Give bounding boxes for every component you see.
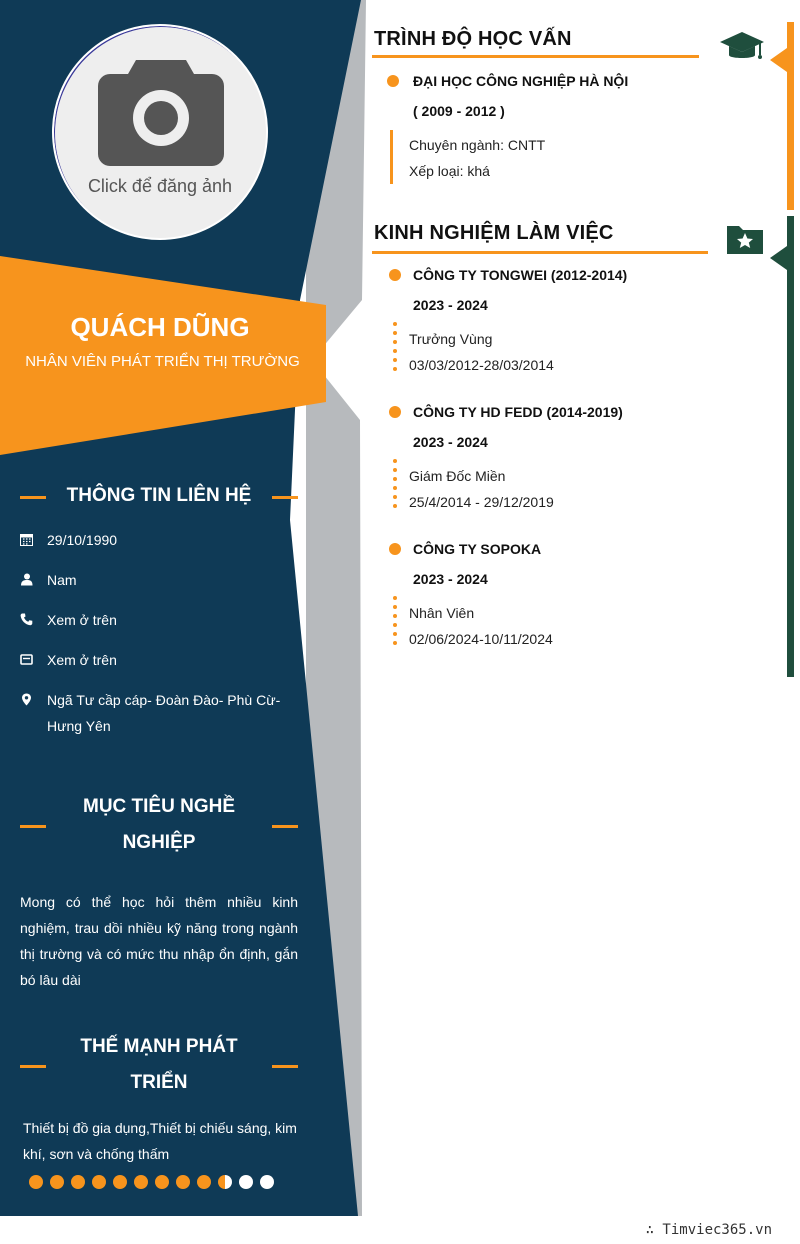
education-heading: TRÌNH ĐỘ HỌC VẤN — [374, 28, 572, 50]
strength-rating — [29, 1175, 274, 1189]
experience-side-bar — [770, 216, 794, 677]
job-bullet — [389, 269, 401, 281]
job-dates: 03/03/2012-28/03/2014 — [409, 357, 554, 373]
objective-text: Mong có thể học hỏi thêm nhiều kinh nghiệm, trau dồi nhiều kỹ năng trong ngành thị trường và có mức thu nhập ổn định, gắn bó lâu dài — [20, 894, 298, 988]
experience-rule — [372, 251, 708, 254]
job-bullet — [389, 406, 401, 418]
strengths-heading-line1: THẾ MẠNH PHÁT — [80, 1036, 238, 1057]
contact-address-text: Ngã Tư cầp cáp- Đoàn Đào- Phù Cừ- Hưng Yên — [47, 692, 281, 734]
job-dots — [393, 322, 397, 371]
heading-dash-left — [20, 1065, 46, 1068]
rating-dot — [260, 1175, 274, 1189]
job-dates: 02/06/2024-10/11/2024 — [409, 631, 553, 647]
objective-heading-line2: NGHIỆP — [122, 832, 196, 853]
job-period: 2023 - 2024 — [413, 297, 488, 313]
user-icon — [20, 567, 47, 593]
avatar-upload[interactable] — [52, 24, 268, 240]
job-company: CÔNG TY SOPOKA — [413, 541, 542, 557]
rating-dot — [113, 1175, 127, 1189]
calendar-icon — [20, 527, 47, 553]
contact-address — [20, 687, 290, 739]
job-period: 2023 - 2024 — [413, 571, 488, 587]
contact-email-text: Xem ở trên — [47, 652, 117, 668]
rating-dot — [71, 1175, 85, 1189]
contact-gender — [20, 567, 290, 593]
graduation-cap-icon — [719, 30, 765, 64]
phone-icon — [20, 607, 47, 633]
heading-dash-left — [20, 825, 46, 828]
strengths-text: Thiết bị đồ gia dụng,Thiết bị chiếu sáng, kim khí, sơn và chống thấm — [23, 1120, 297, 1162]
avatar-caption: Click để đăng ảnh — [87, 176, 233, 196]
rating-dot — [155, 1175, 169, 1189]
contact-birthday — [20, 527, 290, 553]
job-company: CÔNG TY HD FEDD (2014-2019) — [413, 404, 623, 420]
job-period: 2023 - 2024 — [413, 434, 488, 450]
folder-star-icon — [725, 222, 765, 256]
strengths-heading-text — [80, 1029, 237, 1101]
objective-heading — [20, 789, 298, 861]
rating-dot — [92, 1175, 106, 1189]
contact-heading — [20, 478, 298, 514]
candidate-position: NHÂN VIÊN PHÁT TRIỂN THỊ TRƯỜNG — [25, 353, 300, 370]
education-period: ( 2009 - 2012 ) — [413, 103, 505, 119]
rating-dot — [197, 1175, 211, 1189]
job-role: Nhân Viên — [409, 605, 475, 621]
contact-phone-text: Xem ở trên — [47, 612, 117, 628]
rating-dot — [239, 1175, 253, 1189]
email-icon — [20, 647, 47, 673]
candidate-name: QUÁCH DŨNG — [70, 312, 250, 342]
job-role: Giám Đốc Miền — [409, 468, 506, 484]
education-vbar — [390, 130, 393, 184]
rating-dot — [29, 1175, 43, 1189]
objective-heading-line1: MỤC TIÊU NGHỀ — [83, 796, 235, 817]
rating-dot — [218, 1175, 232, 1189]
heading-dash-right — [272, 1065, 298, 1068]
camera-icon — [98, 56, 224, 166]
contact-gender-text: Nam — [47, 572, 77, 588]
job-bullet — [389, 543, 401, 555]
contact-phone — [20, 607, 290, 633]
contact-email — [20, 647, 290, 673]
heading-dash-left — [20, 496, 46, 499]
strengths-heading-line2: TRIỂN — [130, 1072, 188, 1093]
strengths-heading — [20, 1029, 298, 1101]
objective-heading-text — [83, 789, 235, 861]
job-company: CÔNG TY TONGWEI (2012-2014) — [413, 267, 628, 283]
education-side-bar — [770, 22, 794, 210]
education-grade: Xếp loại: khá — [409, 163, 490, 179]
education-bullet — [387, 75, 399, 87]
heading-dash-right — [272, 825, 298, 828]
location-icon — [20, 687, 47, 739]
education-school: ĐẠI HỌC CÔNG NGHIỆP HÀ NỘI — [413, 73, 629, 89]
rating-dot — [50, 1175, 64, 1189]
rating-dot — [134, 1175, 148, 1189]
experience-heading: KINH NGHIỆM LÀM VIỆC — [374, 222, 614, 244]
heading-dash-right — [272, 496, 298, 499]
contact-heading-text: THÔNG TIN LIÊN HỆ — [66, 485, 252, 506]
education-rule — [372, 55, 699, 58]
job-role: Trưởng Vùng — [409, 331, 493, 347]
rating-dot — [176, 1175, 190, 1189]
job-dots — [393, 459, 397, 508]
education-major: Chuyên ngành: CNTT — [409, 137, 546, 153]
job-dots — [393, 596, 397, 645]
brand-watermark: ∴ Timviec365.vn — [645, 1222, 772, 1238]
job-dates: 25/4/2014 - 29/12/2019 — [409, 494, 554, 510]
contact-birthday-text: 29/10/1990 — [47, 532, 118, 548]
